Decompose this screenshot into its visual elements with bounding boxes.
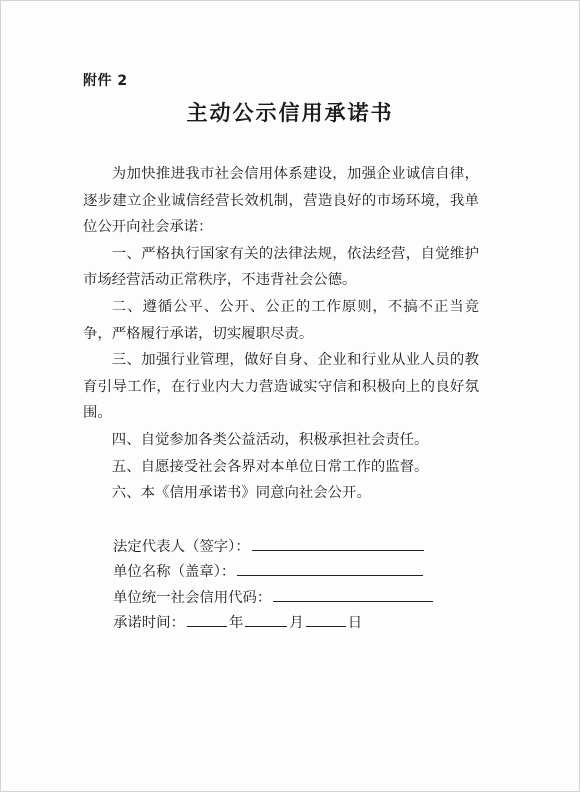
paragraph-commitment-4: 四、自觉参加各类公益活动，积极承担社会责任。: [111, 431, 429, 448]
month-line[interactable]: [245, 612, 287, 627]
year-label: 年: [228, 615, 244, 631]
legal-rep-signature-line[interactable]: [252, 536, 424, 551]
day-line[interactable]: [306, 612, 346, 627]
paragraph-commitment-3: 三、加强行业管理，做好自身、企业和行业从业人员的教育引导工作，在行业内大力营造诚实守信和积极向上的良好氛围。: [83, 352, 479, 422]
legal-rep-label: 法定代表人（签字）：: [113, 539, 250, 555]
credit-code-label: 单位统一社会信用代码：: [113, 590, 272, 606]
unit-name-label: 单位名称（盖章）：: [113, 564, 236, 580]
paragraph-intro: 为加快推进我市社会信用体系建设，加强企业诚信自律，逐步建立企业诚信经营长效机制，营造良好的市场环境，我单位公开向社会承诺：: [83, 166, 479, 236]
attachment-label: 附件 2: [83, 73, 128, 89]
month-label: 月: [289, 615, 304, 631]
credit-code-row: [113, 586, 435, 607]
paragraph-commitment-6: 六、本《信用承诺书》同意向社会公开。: [111, 485, 371, 502]
year-line[interactable]: [187, 612, 227, 627]
document-title: 主动公示信用承诺书: [186, 101, 394, 125]
date-row: [113, 611, 362, 632]
date-label: 承诺时间：: [113, 615, 185, 631]
paragraph-commitment-1: 一、严格执行国家有关的法律法规，依法经营，自觉维护市场经营活动正常秩序，不违背社会公德。: [83, 245, 479, 289]
unit-name-row: [113, 560, 425, 581]
legal-rep-row: [113, 535, 426, 556]
paragraph-commitment-2: 二、遵循公平、公开、公正的工作原则，不搞不正当竞争，严格履行承诺，切实履职尽责。: [83, 298, 479, 342]
paragraph-commitment-5: 五、自愿接受社会各界对本单位日常工作的监督。: [111, 458, 429, 475]
day-label: 日: [347, 615, 363, 631]
document-body: [83, 161, 479, 507]
unit-name-line[interactable]: [237, 561, 423, 576]
credit-code-line[interactable]: [273, 587, 433, 602]
